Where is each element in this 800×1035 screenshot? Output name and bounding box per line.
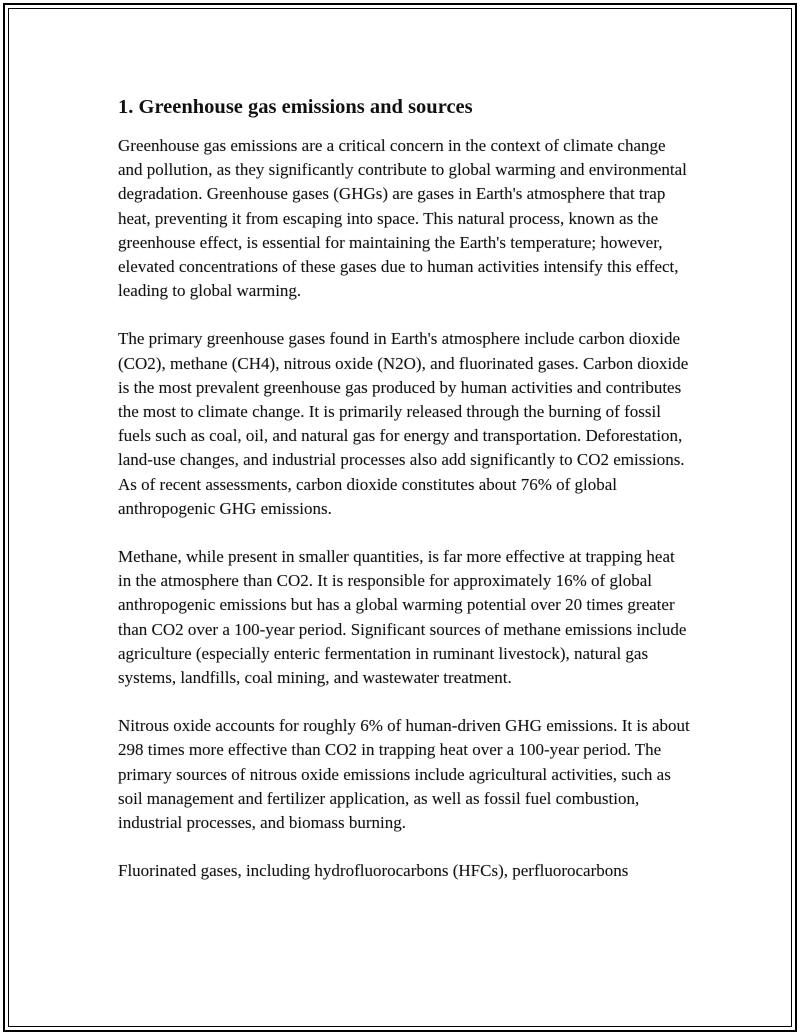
paragraph-ghg-overview: Greenhouse gas emissions are a critical concern in the context of climate change and pollution, as they significantly contribute to global warming and environmental degradation. Greenhouse gases (GHGs) are gases in Earth's atmosphere that trap heat, preventing it from escaping into space. This natural process, known as the greenhouse effect, is essential for maintaining the Earth's temperature; however, elevated concentrations of these gases due to human activities intensify this effect, leading to global warming. xyxy=(118,136,687,301)
section-heading: 1. Greenhouse gas emissions and sources xyxy=(118,96,473,118)
paragraph-methane: Methane, while present in smaller quantities, is far more effective at trapping heat in the atmosphere than CO2. It is responsible for approximately 16% of global anthropogenic emissions but has a global warming potential over 20 times greater than CO2 over a 100-year period. Significant sources of methane emissions include agriculture (especially enteric fermentation in ruminant livestock), natural gas systems, landfills, coal mining, and wastewater treatment. xyxy=(118,547,687,688)
paragraph-nitrous-oxide: Nitrous oxide accounts for roughly 6% of human-driven GHG emissions. It is about 298 times more effective than CO2 in trapping heat over a 100-year period. The primary sources of nitrous oxide emissions include agricultural activities, such as soil management and fertilizer application, as well as fossil fuel combustion, industrial processes, and biomass burning. xyxy=(118,716,690,833)
paragraph-primary-gases: The primary greenhouse gases found in Earth's atmosphere include carbon dioxide (CO2), methane (CH4), nitrous oxide (N2O), and fluorinated gases. Carbon dioxide is the most prevalent greenhouse gas produced by human activities and contributes the most to climate change. It is primarily released through the burning of fossil fuels such as coal, oil, and natural gas for energy and transportation. Deforestation, land-use changes, and industrial processes also add significantly to CO2 emissions. As of recent assessments, carbon dioxide constitutes about 76% of global anthropogenic GHG emissions. xyxy=(118,329,689,518)
paragraph-fluorinated-gases: Fluorinated gases, including hydrofluorocarbons (HFCs), perfluorocarbons xyxy=(118,861,629,881)
document-content xyxy=(118,94,692,907)
